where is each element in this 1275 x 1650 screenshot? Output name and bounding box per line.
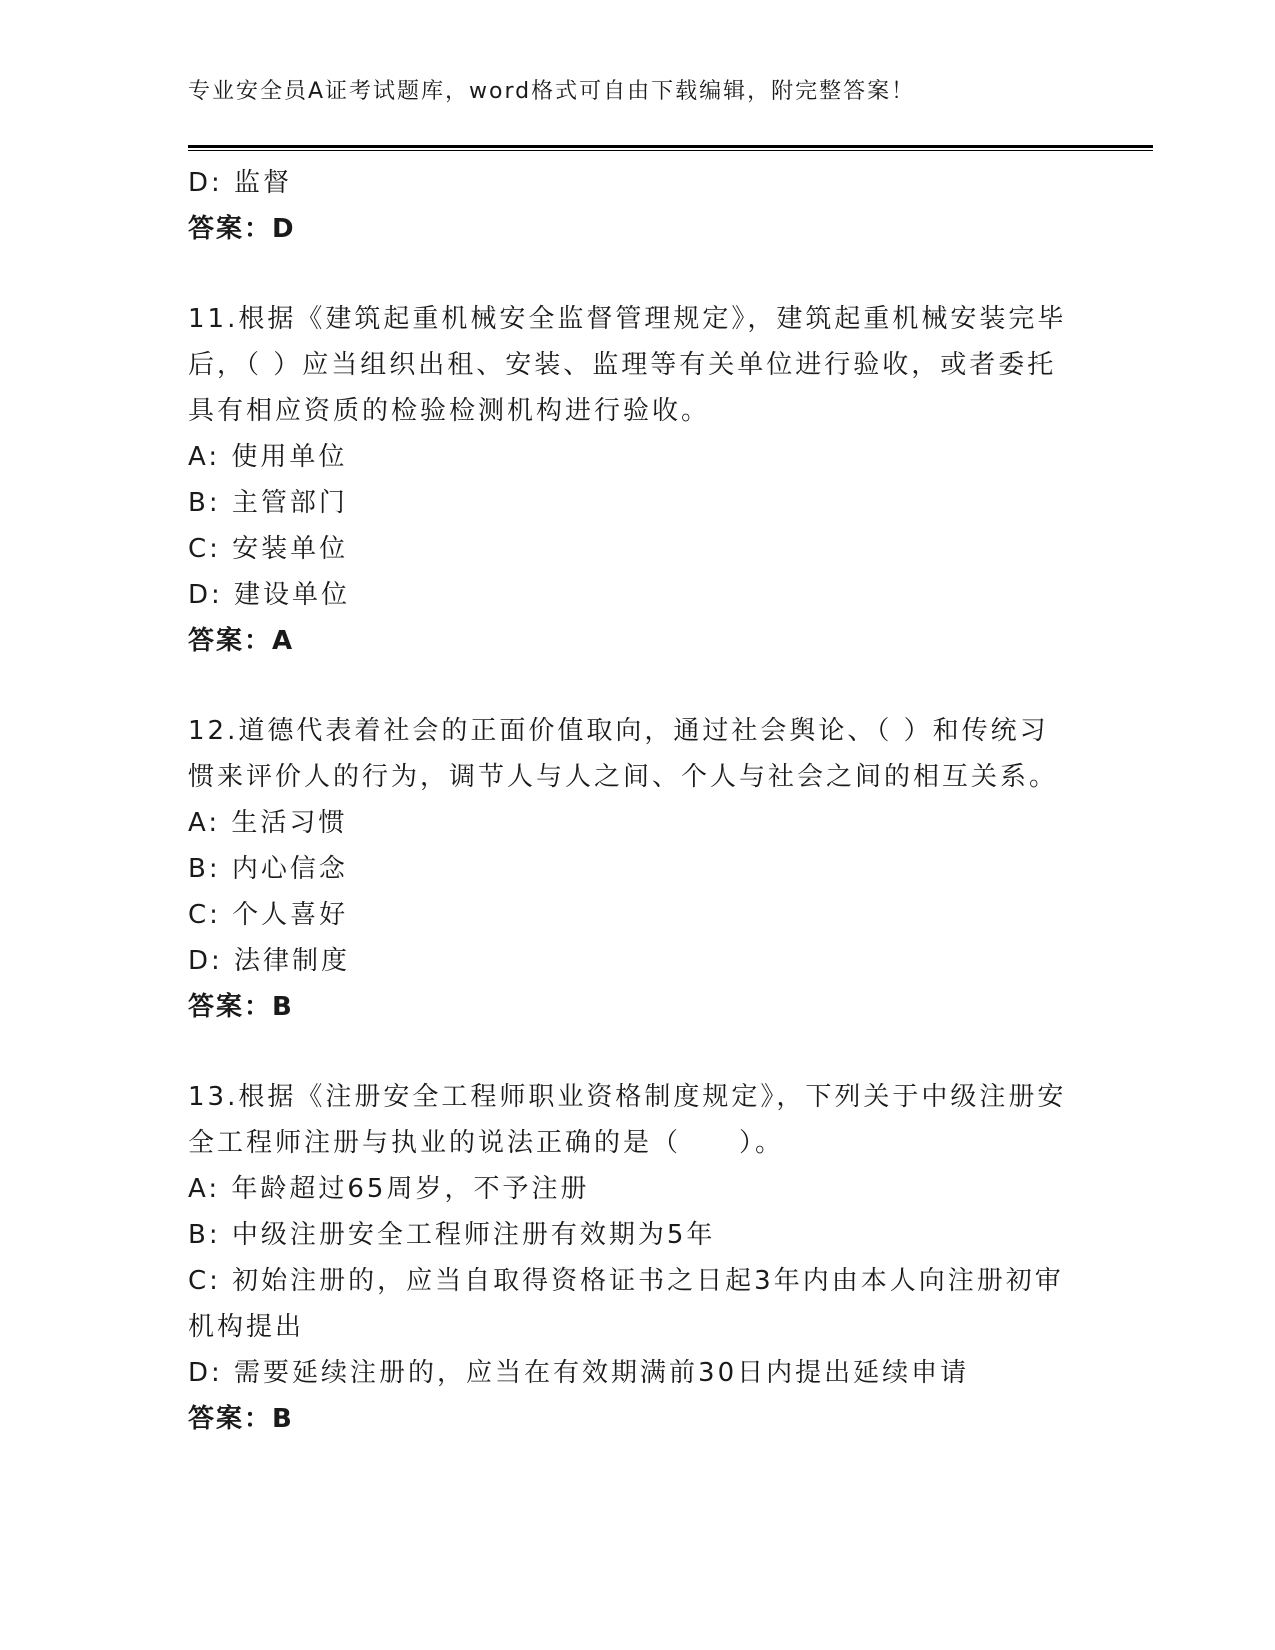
- question-11-stem-line-3: 具有相应资质的检验检测机构进行验收。: [188, 396, 711, 426]
- option-a: A: 使用单位: [188, 442, 348, 472]
- page-header: 专业安全员A证考试题库，word格式可自由下载编辑，附完整答案！: [188, 79, 916, 104]
- question-12-stem-line-1: 12.道德代表着社会的正面价值取向，通过社会舆论、（ ）和传统习: [188, 716, 1049, 746]
- question-13-stem-line-1: 13.根据《注册安全工程师职业资格制度规定》，下列关于中级注册安: [188, 1082, 1067, 1112]
- answer-line: 答案：A: [188, 626, 295, 656]
- option-d: D: 监督: [188, 168, 293, 198]
- question-content: [188, 160, 1088, 1442]
- header-rule-thick: [188, 145, 1153, 148]
- option-b: B: 内心信念: [188, 854, 348, 884]
- header-rule-thin: [188, 150, 1153, 151]
- option-b: B: 主管部门: [188, 488, 348, 518]
- question-11-stem-line-2: 后，（ ）应当组织出租、安装、监理等有关单位进行验收，或者委托: [188, 350, 1057, 380]
- option-d: D: 建设单位: [188, 580, 351, 610]
- option-d: D: 需要延续注册的，应当在有效期满前30日内提出延续申请: [188, 1358, 970, 1388]
- answer-line: 答案：B: [188, 992, 294, 1022]
- question-13-stem-line-2: 全工程师注册与执业的说法正确的是（ ）。: [188, 1128, 785, 1158]
- option-c: C: 个人喜好: [188, 900, 349, 930]
- option-d: D: 法律制度: [188, 946, 351, 976]
- answer-line: 答案：D: [188, 214, 296, 244]
- option-a: A: 生活习惯: [188, 808, 348, 838]
- question-12-stem-line-2: 惯来评价人的行为，调节人与人之间、个人与社会之间的相互关系。: [188, 762, 1059, 792]
- option-c-line-1: C: 初始注册的，应当自取得资格证书之日起3年内由本人向注册初审: [188, 1266, 1064, 1296]
- option-c-line-2: 机构提出: [188, 1312, 305, 1342]
- answer-line: 答案：B: [188, 1404, 294, 1434]
- option-c: C: 安装单位: [188, 534, 349, 564]
- option-b: B: 中级注册安全工程师注册有效期为5年: [188, 1220, 716, 1250]
- question-11-stem-line-1: 11.根据《建筑起重机械安全监督管理规定》，建筑起重机械安装完毕: [188, 304, 1067, 334]
- option-a: A: 年龄超过65周岁，不予注册: [188, 1174, 590, 1204]
